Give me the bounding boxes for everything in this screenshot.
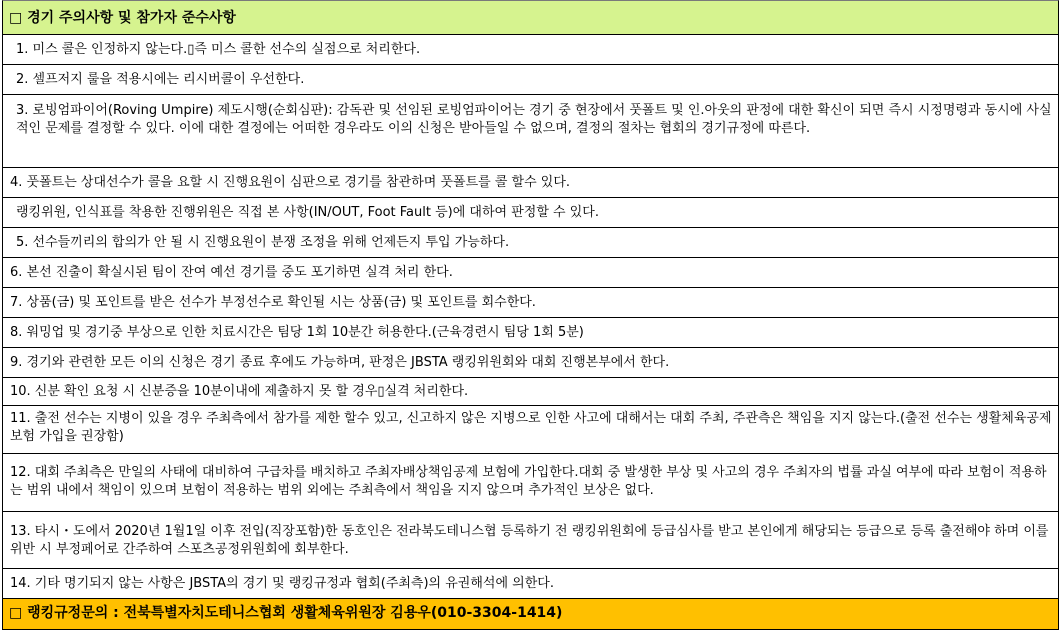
rule-row-13: 13. 타시・도에서 2020년 1월1일 이후 전입(직장포함)한 동호인은 전라북도테니스협 등록하기 전 랭킹위원회에 등급심사를 받고 본인에게 해당되는 등급으로 등록 출전해야 하며 이를 위반 시 부정페어로 간주하여 스포츠공정위원회에 회부한다. <box>3 512 1058 569</box>
rule-row-11: 11. 출전 선수는 지병이 있을 경우 주최측에서 참가를 제한 할수 있고, 신고하지 않은 지병으로 인한 사고에 대해서는 대회 주최, 주관측은 책임을 지지 않는다.(출전 선수는 생활체육공제보험 가입을 권장함) <box>3 406 1058 454</box>
section-title: □ 경기 주의사항 및 참가자 준수사항 <box>3 1 1058 35</box>
rule-row-5: 5. 선수들끼리의 합의가 안 될 시 진행요원이 분쟁 조정을 위해 언제든지 투입 가능하다. <box>3 228 1058 258</box>
rules-table <box>2 0 1059 630</box>
rule-row-6: 6. 본선 진출이 확실시된 팀이 잔여 예선 경기를 중도 포기하면 실격 처리 한다. <box>3 258 1058 288</box>
rule-row-2: 2. 셀프저지 룰을 적용시에는 리시버콜이 우선한다. <box>3 65 1058 95</box>
rule-row-1: 1. 미스 콜은 인정하지 않는다.▯즉 미스 콜한 선수의 실점으로 처리한다. <box>3 35 1058 65</box>
rule-row-14: 14. 기타 명기되지 않는 사항은 JBSTA의 경기 및 랭킹규정과 협회(주최측)의 유권해석에 의한다. <box>3 569 1058 599</box>
rule-row-4-note: 랭킹위원, 인식표를 착용한 진행위원은 직접 본 사항(IN/OUT, Foot Fault 등)에 대하여 판정할 수 있다. <box>3 198 1058 228</box>
rule-row-9: 9. 경기와 관련한 모든 이의 신청은 경기 종료 후에도 가능하며, 판정은 JBSTA 랭킹위원회와 대회 진행본부에서 한다. <box>3 348 1058 378</box>
rule-row-12: 12. 대회 주최측은 만일의 사태에 대비하여 구급차를 배치하고 주최자배상책임공제 보험에 가입한다.대회 중 발생한 부상 및 사고의 경우 주최자의 법률 과실 여부에 따라 보험이 적용하는 범위 내에서 책임이 있으며 보험이 적용하는 범위 외에는 주최측에서 책임을 지지 않으며 추가적인 보상은 없다. <box>3 454 1058 512</box>
rule-row-8: 8. 워밍업 및 경기중 부상으로 인한 치료시간은 팀당 1회 10분간 허용한다.(근육경련시 팀당 1회 5분) <box>3 318 1058 348</box>
contact-footer: □ 랭킹규정문의 : 전북특별자치도테니스협회 생활체육위원장 김용우(010-3304-1414) <box>3 599 1058 629</box>
rule-row-7: 7. 상품(금) 및 포인트를 받은 선수가 부정선수로 확인될 시는 상품(금) 및 포인트를 회수한다. <box>3 288 1058 318</box>
rule-row-10: 10. 신분 확인 요청 시 신분증을 10분이내에 제출하지 못 할 경우▯실격 처리한다. <box>3 378 1058 406</box>
rule-row-3: 3. 로빙엄파이어(Roving Umpire) 제도시행(순회심판): 감독관 및 선임된 로빙엄파이어는 경기 중 현장에서 풋폴트 및 인.아웃의 판정에 대한 확신이 되면 즉시 시정명령과 동시에 사실적인 문제를 결정할 수 있다. 이에 대한 결정에는 어떠한 경우라도 이의 신청은 받아들일 수 없으며, 결정의 절차는 협회의 경기규정에 따른다. <box>3 95 1058 168</box>
rule-row-4: 4. 풋폴트는 상대선수가 콜을 요할 시 진행요원이 심판으로 경기를 참관하며 풋폴트를 콜 할수 있다. <box>3 168 1058 198</box>
